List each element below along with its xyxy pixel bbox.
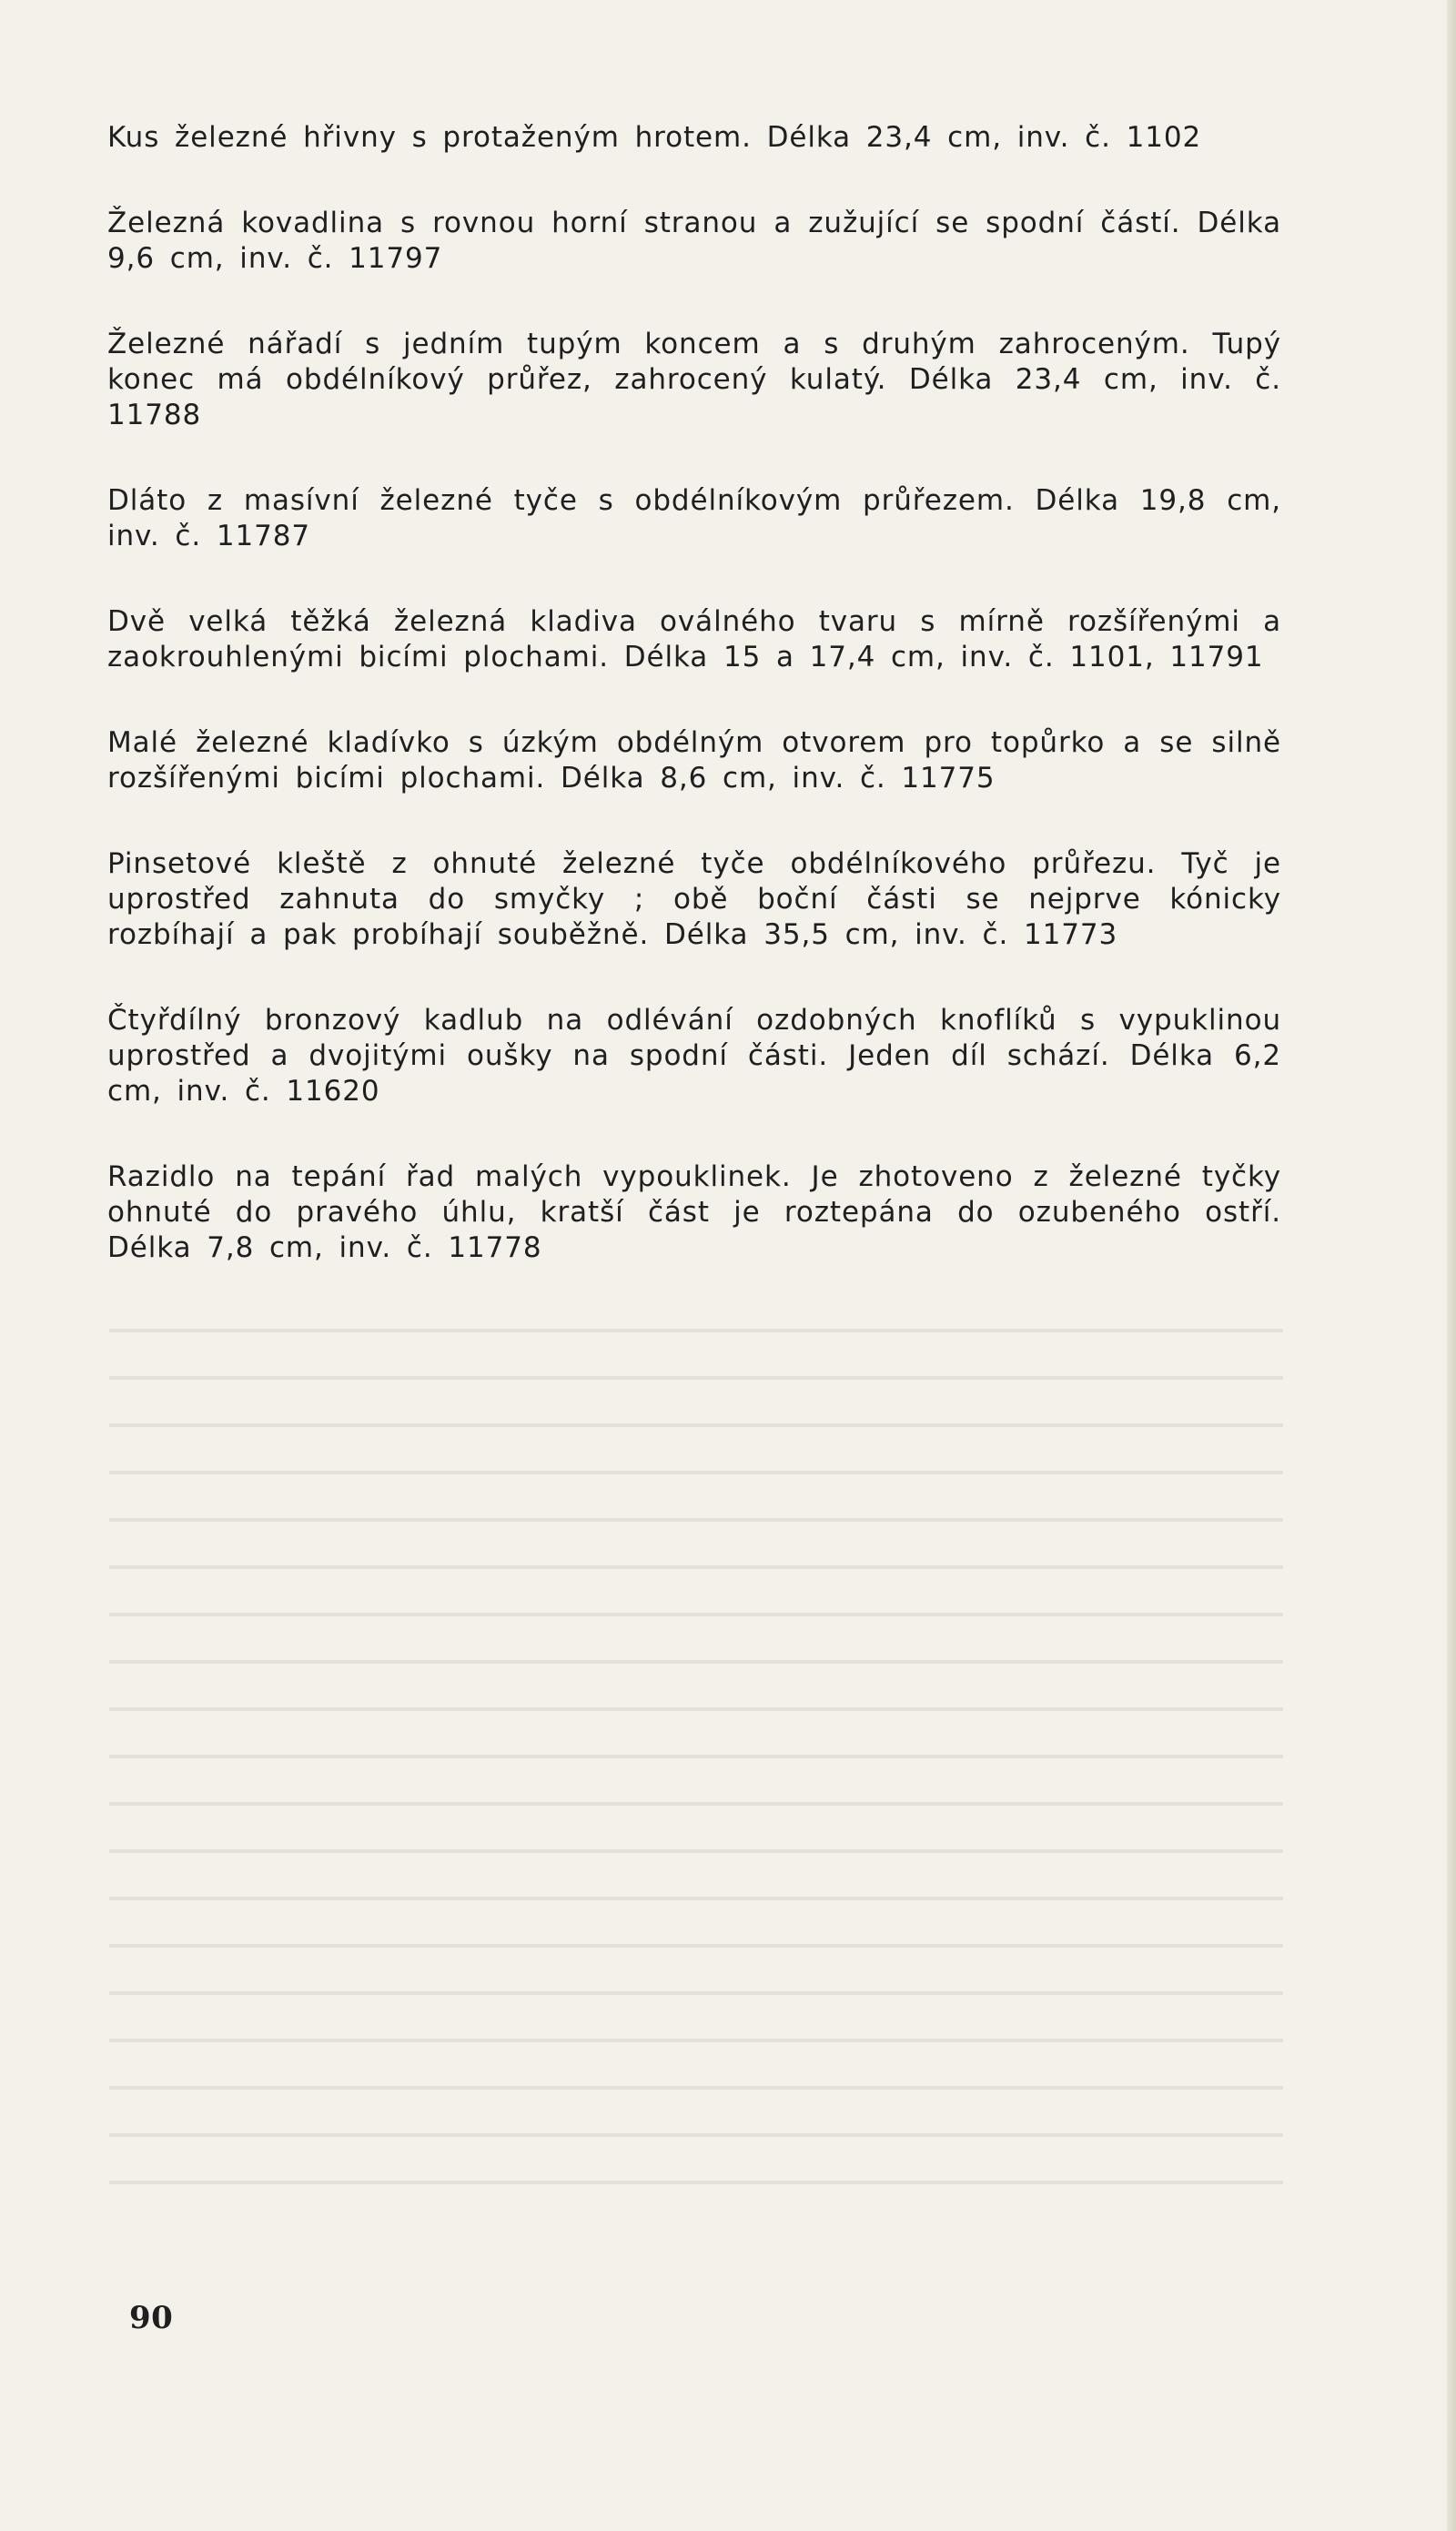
catalog-entry: Pinsetové kleště z ohnuté železné tyče obdélníkového průřezu. Tyč je uprostřed zahnuta do smyčky ; obě boční části se nejprve kónicky rozbíhají a pak probíhají souběžně. Délka 35,5 cm, inv. č. 11773 [107,847,1281,951]
show-through-text [109,1301,1283,2212]
catalog-entry: Železná kovadlina s rovnou horní stranou a zužující se spodní částí. Délka 9,6 cm, inv. č. 11797 [107,207,1281,275]
page-number: 90 [129,2300,174,2336]
catalog-entry: Kus železné hřivny s protaženým hrotem. Délka 23,4 cm, inv. č. 1102 [107,121,1202,154]
catalog-entry: Malé železné kladívko s úzkým obdélným otvorem pro topůrko a se silně rozšířenými bicími plochami. Délka 8,6 cm, inv. č. 11775 [107,726,1281,795]
catalog-entry: Dvě velká těžká železná kladiva oválného tvaru s mírně rozšířenými a zaokrouhlenými bicími plochami. Délka 15 a 17,4 cm, inv. č. 1101, 11791 [107,605,1281,673]
page-edge [1447,0,1456,2531]
catalog-entry: Čtyřdílný bronzový kadlub na odlévání ozdobných knoflíků s vypuklinou uprostřed a dvojitými oušky na spodní části. Jeden díl schází. Délka 6,2 cm, inv. č. 11620 [107,1004,1281,1108]
catalog-entry-list [107,120,1281,1316]
catalog-entry: Dláto z masívní železné tyče s obdélníkovým průřezem. Délka 19,8 cm, inv. č. 11787 [107,484,1281,552]
catalog-entry: Razidlo na tepání řad malých vypouklinek. Je zhotoveno z železné tyčky ohnuté do pravého úhlu, kratší část je roztepána do ozubeného ostří. Délka 7,8 cm, inv. č. 11778 [107,1160,1281,1264]
catalog-entry: Železné nářadí s jedním tupým koncem a s druhým zahroceným. Tupý konec má obdélníkový průřez, zahrocený kulatý. Délka 23,4 cm, inv. č. 11788 [107,328,1281,431]
